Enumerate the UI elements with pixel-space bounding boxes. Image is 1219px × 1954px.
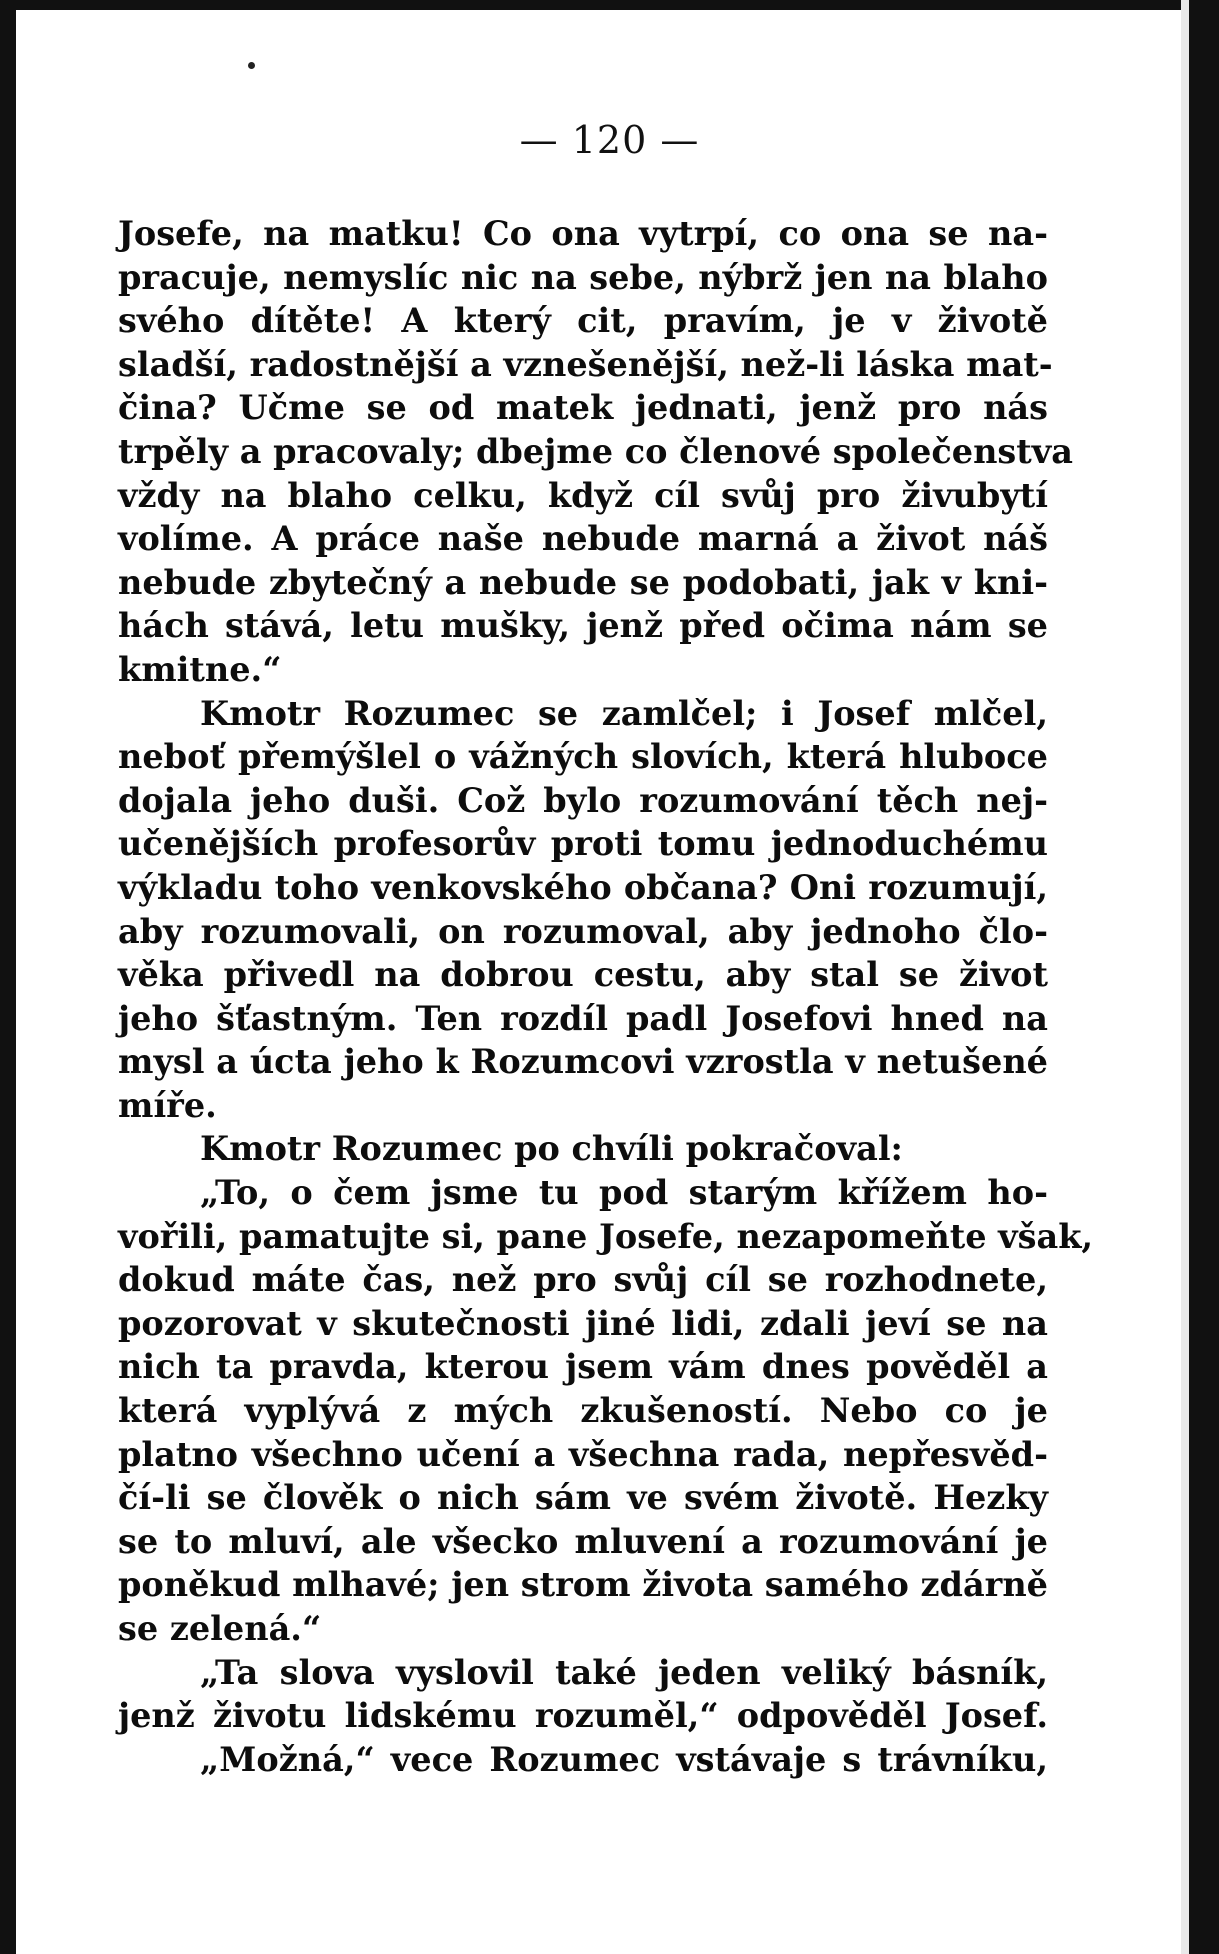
text-line: „Možná,“ vece Rozumec vstávaje s trávníku, — [200, 1739, 1048, 1779]
text-line: dokud máte čas, než pro svůj cíl se rozhodnete, — [118, 1260, 1048, 1300]
text-line: kmitne.“ — [118, 649, 282, 689]
text-line: Kmotr Rozumec po chvíli pokračoval: — [200, 1129, 903, 1169]
text-line: míře. — [118, 1085, 217, 1125]
text-line: která vyplývá z mých zkušeností. Nebo co je — [118, 1391, 1048, 1431]
text-line: se to mluví, ale všecko mluvení a rozumování je — [118, 1521, 1048, 1561]
text-line: dojala jeho duši. Což bylo rozumování těch nej- — [118, 780, 1048, 820]
text-line: čina? Učme se od matek jednati, jenž pro nás — [118, 388, 1048, 428]
text-line: nebude zbytečný a nebude se podobati, jak v kni- — [118, 562, 1048, 602]
text-line: Kmotr Rozumec se zamlčel; i Josef mlčel, — [200, 693, 1048, 733]
body-text — [118, 212, 1094, 1781]
text-line: jenž životu lidskému rozuměl,“ odpověděl Josef. — [118, 1696, 1048, 1736]
text-line: věka přivedl na dobrou cestu, aby stal se život — [118, 955, 1048, 995]
text-line: aby rozumovali, on rozumoval, aby jednoho člo- — [118, 911, 1048, 951]
text-line: výkladu toho venkovského občana? Oni rozumují, — [118, 867, 1048, 907]
text-line: se zelená.“ — [118, 1609, 322, 1648]
text-line: hách stává, letu mušky, jenž před očima nám se — [118, 606, 1048, 646]
text-line: svého dítěte! A který cit, pravím, je v životě — [118, 301, 1048, 341]
text-line: nich ta pravda, kterou jsem vám dnes pověděl a — [118, 1347, 1048, 1387]
text-line: pracuje, nemyslíc nic na sebe, nýbrž jen na blaho — [118, 257, 1048, 297]
text-line: vždy na blaho celku, když cíl svůj pro živubytí — [118, 475, 1048, 515]
text-line: sladší, radostnější a vznešenější, než-li láska mat- — [118, 344, 1053, 384]
page-number: — 120 — — [519, 118, 700, 162]
text-line: vořili, pamatujte si, pane Josefe, nezapomeňte však, — [118, 1216, 1094, 1256]
scan-border-right — [1189, 0, 1219, 1954]
text-line: „To, o čem jsme tu pod starým křížem ho- — [200, 1173, 1048, 1213]
text-line: volíme. A práce naše nebude marná a život náš — [118, 519, 1048, 559]
text-line: neboť přemýšlel o vážných slovích, která hluboce — [118, 737, 1048, 777]
text-line: učenějších profesorův proti tomu jednoduchému — [118, 824, 1048, 864]
scan-border-right-gap — [1181, 0, 1189, 1954]
text-line: poněkud mlhavé; jen strom života samého zdárně — [118, 1565, 1048, 1605]
ink-speck — [248, 62, 255, 69]
text-line: čí-li se člověk o nich sám ve svém životě. Hezky — [118, 1478, 1048, 1518]
text-line: pozorovat v skutečnosti jiné lidi, zdali jeví se na — [118, 1303, 1048, 1343]
text-line: Josefe, na matku! Co ona vytrpí, co ona se na- — [118, 214, 1048, 253]
text-line: trpěly a pracovaly; dbejme co členové společenstva — [118, 431, 1073, 471]
scan-border-top — [0, 0, 1219, 10]
text-line: jeho šťastným. Ten rozdíl padl Josefovi hned na — [118, 998, 1048, 1038]
scan-border-left — [0, 0, 16, 1954]
text-line: platno všechno učení a všechna rada, nepřesvěd- — [118, 1434, 1048, 1474]
text-line: „Ta slova vyslovil také jeden veliký básník, — [200, 1652, 1048, 1692]
text-line: mysl a úcta jeho k Rozumcovi vzrostla v netušené — [118, 1042, 1048, 1082]
